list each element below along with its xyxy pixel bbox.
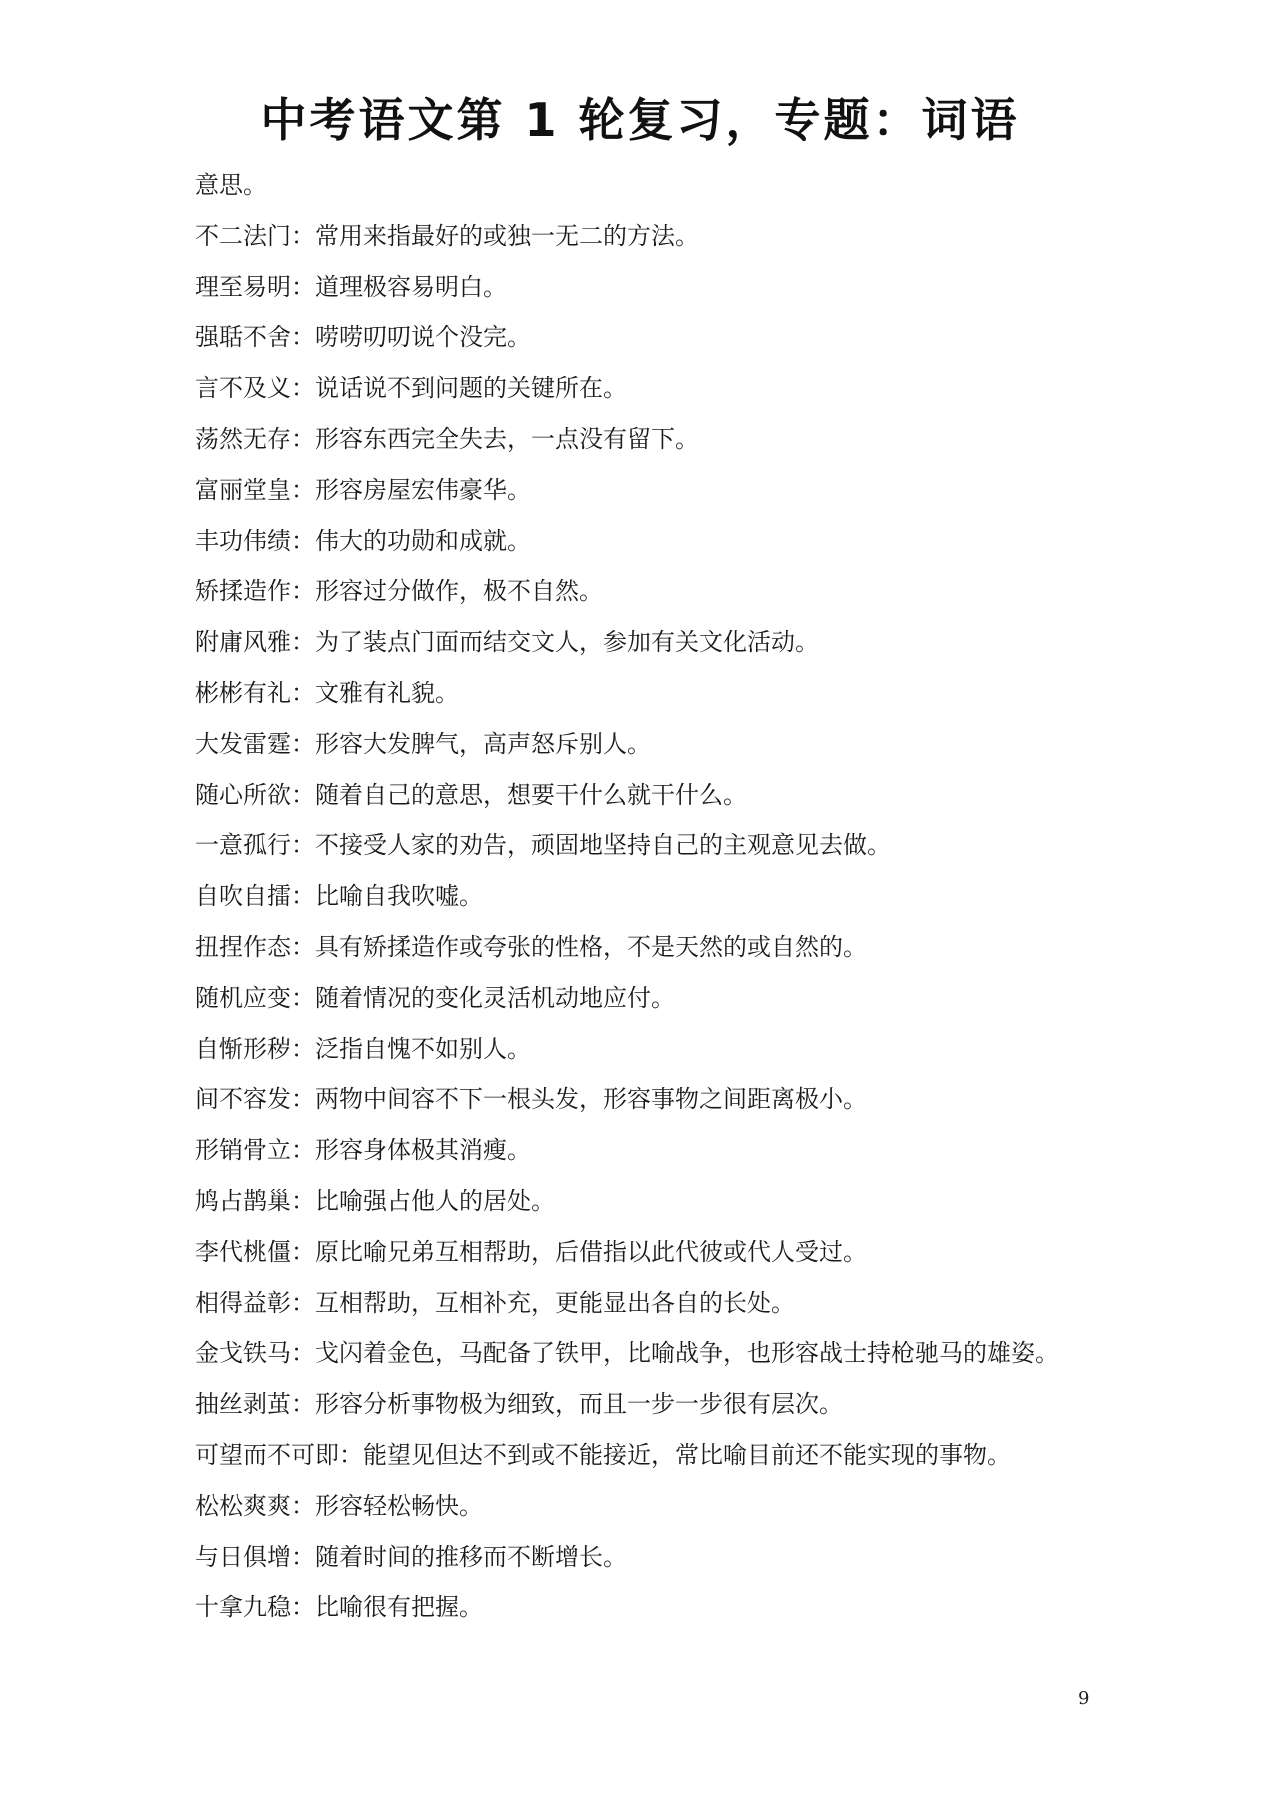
entry-term: 随心所欲 (195, 780, 291, 809)
entry-definition: 形容轻松畅快。 (315, 1491, 483, 1520)
entry-definition: 比喻自我吹嘘。 (315, 882, 483, 911)
vocabulary-entry (195, 876, 1195, 927)
entry-term: 金戈铁马 (195, 1339, 291, 1368)
entry-separator: ： (291, 526, 315, 555)
entry-separator: ： (291, 882, 315, 911)
entry-separator: ： (291, 1288, 315, 1317)
entry-separator: ： (339, 1440, 363, 1469)
entry-separator: ： (291, 1491, 315, 1520)
entry-definition: 随着情况的变化灵活机动地应付。 (315, 983, 675, 1012)
entry-definition: 比喻强占他人的居处。 (315, 1186, 555, 1215)
entry-separator: ： (291, 272, 315, 301)
entry-term: 鸠占鹊巢 (195, 1186, 291, 1215)
vocabulary-entry (195, 724, 1195, 775)
entry-term: 随机应变 (195, 983, 291, 1012)
entry-separator: ： (291, 1085, 315, 1114)
vocabulary-entry (195, 978, 1195, 1029)
entry-separator: ： (291, 932, 315, 961)
entry-separator: ： (291, 323, 315, 352)
entry-term: 十拿九稳 (195, 1593, 291, 1622)
entry-term: 强聒不舍 (195, 323, 291, 352)
entry-term: 间不容发 (195, 1085, 291, 1114)
entry-definition: 形容东西完全失去，一点没有留下。 (315, 424, 699, 453)
entry-definition: 随着时间的推移而不断增长。 (315, 1542, 627, 1571)
entry-term: 可望而不可即 (195, 1440, 339, 1469)
vocabulary-entry (195, 673, 1195, 724)
vocabulary-entry (195, 317, 1195, 368)
entry-term: 彬彬有礼 (195, 678, 291, 707)
entry-definition: 不接受人家的劝告，顽固地坚持自己的主观意见去做。 (315, 831, 891, 860)
page-title: 中考语文第 1 轮复习，专题：词语 (260, 93, 1020, 147)
entry-separator: ： (291, 424, 315, 453)
entry-term: 丰功伟绩 (195, 526, 291, 555)
entry-term: 扭捏作态 (195, 932, 291, 961)
vocabulary-entry (195, 521, 1195, 572)
vocabulary-entry (195, 927, 1195, 978)
entry-definition: 两物中间容不下一根头发，形容事物之间距离极小。 (315, 1085, 867, 1114)
entry-term: 富丽堂皇 (195, 475, 291, 504)
entry-separator: ： (291, 1136, 315, 1165)
vocabulary-entry (195, 267, 1195, 318)
vocabulary-entry (195, 1079, 1195, 1130)
vocabulary-entry (195, 825, 1195, 876)
vocabulary-entry (195, 1130, 1195, 1181)
entry-separator: ： (291, 374, 315, 403)
entry-definition: 原比喻兄弟互相帮助，后借指以此代彼或代人受过。 (315, 1237, 867, 1266)
entry-definition: 形容房屋宏伟豪华。 (315, 475, 531, 504)
entry-definition: 常用来指最好的或独一无二的方法。 (315, 221, 699, 250)
vocabulary-entry (195, 368, 1195, 419)
entry-term: 附庸风雅 (195, 628, 291, 657)
vocabulary-entry (195, 775, 1195, 826)
entry-separator: ： (291, 678, 315, 707)
entry-term: 相得益彰 (195, 1288, 291, 1317)
entry-separator: ： (291, 475, 315, 504)
entry-separator: ： (291, 1390, 315, 1419)
vocabulary-entry (195, 1232, 1195, 1283)
entry-term: 李代桃僵 (195, 1237, 291, 1266)
entry-separator: ： (291, 1542, 315, 1571)
page-number: 9 (1078, 1688, 1090, 1709)
vocabulary-entry (195, 1587, 1195, 1638)
vocabulary-entry (195, 1029, 1195, 1080)
vocabulary-entry (195, 622, 1195, 673)
vocabulary-entry (195, 419, 1195, 470)
vocabulary-entry (195, 1283, 1195, 1334)
entry-separator: ： (291, 1593, 315, 1622)
entry-term: 自惭形秽 (195, 1034, 291, 1063)
entry-term: 不二法门 (195, 221, 291, 250)
vocabulary-entry (195, 1181, 1195, 1232)
entry-separator: ： (291, 1339, 315, 1368)
vocabulary-entry (195, 216, 1195, 267)
vocabulary-entry (195, 1486, 1195, 1537)
entry-separator: ： (291, 628, 315, 657)
entry-term: 形销骨立 (195, 1136, 291, 1165)
vocabulary-entry (195, 1333, 1195, 1384)
continuation-text: 意思。 (195, 171, 267, 199)
entry-definition: 比喻很有把握。 (315, 1593, 483, 1622)
entry-definition: 形容分析事物极为细致，而且一步一步很有层次。 (315, 1390, 843, 1419)
entry-separator: ： (291, 1034, 315, 1063)
entry-separator: ： (291, 577, 315, 606)
vocabulary-entry (195, 1537, 1195, 1588)
entry-definition: 说话说不到问题的关键所在。 (315, 374, 627, 403)
entry-definition: 唠唠叨叨说个没完。 (315, 323, 531, 352)
vocabulary-entry (195, 470, 1195, 521)
vocabulary-entry (195, 1435, 1195, 1486)
entry-separator: ： (291, 1186, 315, 1215)
entry-term: 松松爽爽 (195, 1491, 291, 1520)
vocabulary-list (195, 165, 1195, 1638)
entry-term: 理至易明 (195, 272, 291, 301)
entry-term: 言不及义 (195, 374, 291, 403)
entry-definition: 互相帮助，互相补充，更能显出各自的长处。 (315, 1288, 795, 1317)
entry-term: 抽丝剥茧 (195, 1390, 291, 1419)
entry-separator: ： (291, 983, 315, 1012)
entry-definition: 为了装点门面而结交文人，参加有关文化活动。 (315, 628, 819, 657)
entry-definition: 形容大发脾气，高声怒斥别人。 (315, 729, 651, 758)
entry-definition: 形容过分做作，极不自然。 (315, 577, 603, 606)
entries-container (195, 216, 1195, 1638)
entry-definition: 戈闪着金色，马配备了铁甲，比喻战争，也形容战士持枪驰马的雄姿。 (315, 1339, 1059, 1368)
vocabulary-entry (195, 1384, 1195, 1435)
entry-definition: 泛指自愧不如别人。 (315, 1034, 531, 1063)
entry-term: 大发雷霆 (195, 729, 291, 758)
vocabulary-entry (195, 571, 1195, 622)
entry-term: 与日俱增 (195, 1542, 291, 1571)
entry-definition: 随着自己的意思，想要干什么就干什么。 (315, 780, 747, 809)
entry-separator: ： (291, 831, 315, 860)
entry-term: 一意孤行 (195, 831, 291, 860)
entry-definition: 伟大的功勋和成就。 (315, 526, 531, 555)
entry-term: 矫揉造作 (195, 577, 291, 606)
entry-separator: ： (291, 780, 315, 809)
entry-definition: 形容身体极其消瘦。 (315, 1136, 531, 1165)
entry-term: 自吹自擂 (195, 882, 291, 911)
entry-definition: 具有矫揉造作或夸张的性格，不是天然的或自然的。 (315, 932, 867, 961)
entry-separator: ： (291, 729, 315, 758)
entry-separator: ： (291, 221, 315, 250)
entry-definition: 文雅有礼貌。 (315, 678, 459, 707)
entry-separator: ： (291, 1237, 315, 1266)
entry-definition: 道理极容易明白。 (315, 272, 507, 301)
entry-term: 荡然无存 (195, 424, 291, 453)
entry-definition: 能望见但达不到或不能接近，常比喻目前还不能实现的事物。 (363, 1440, 1011, 1469)
